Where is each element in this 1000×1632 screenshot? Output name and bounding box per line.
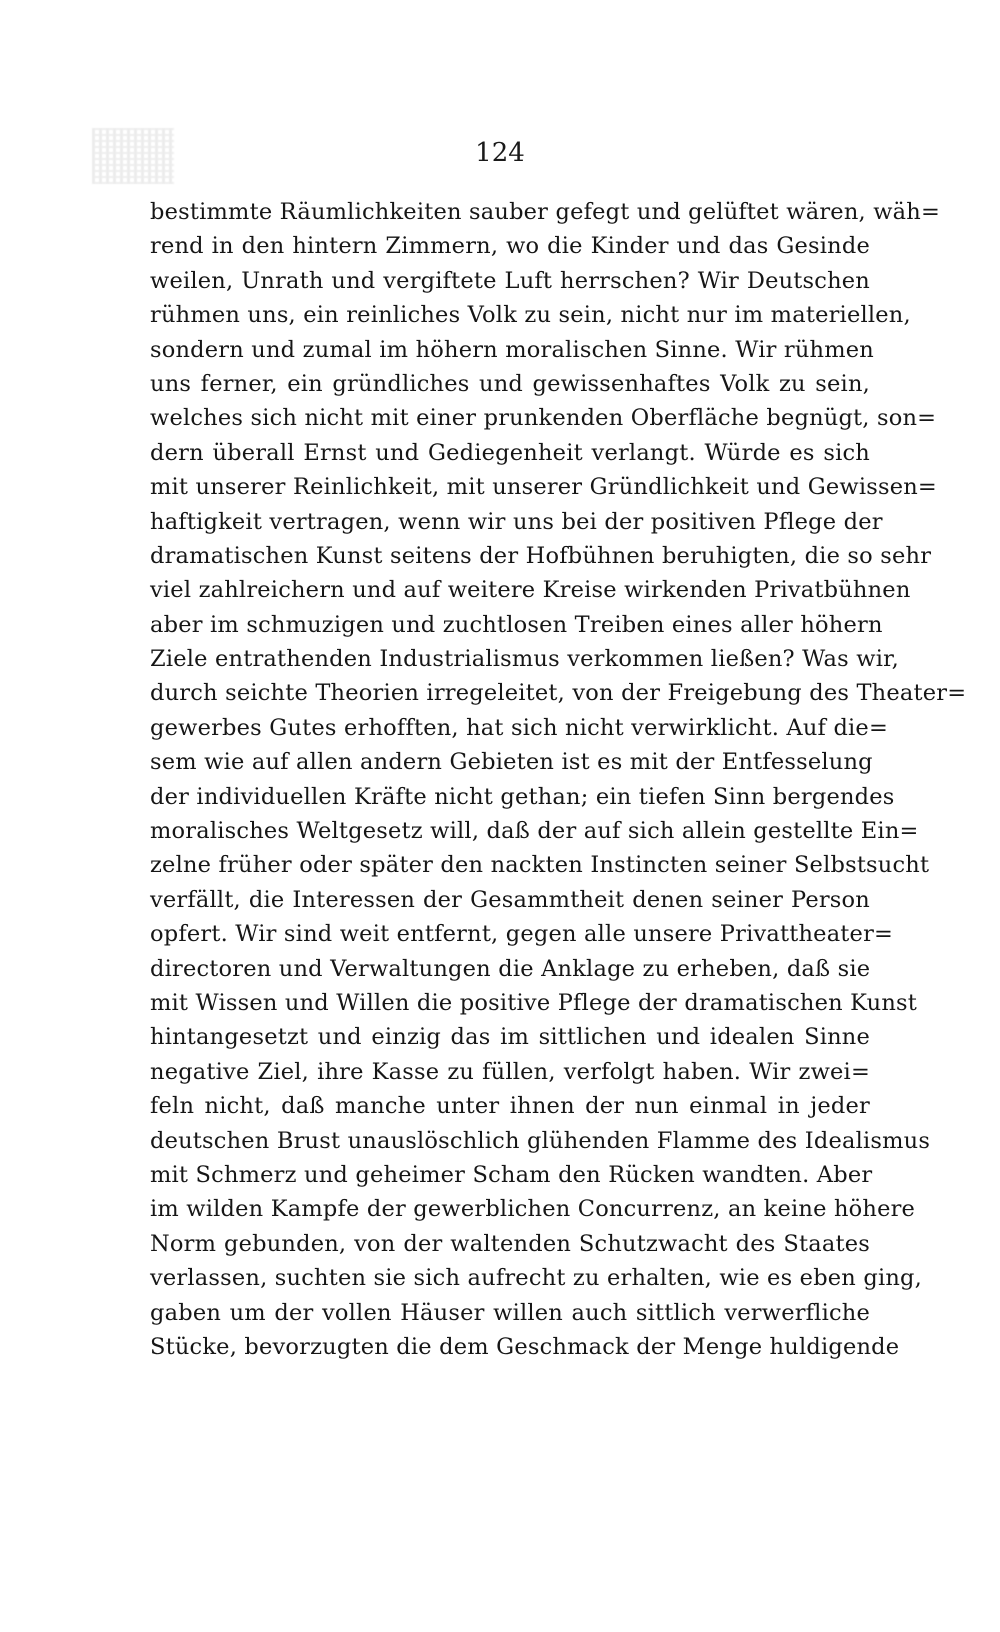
text-line: haftigkeit vertragen, wenn wir uns bei der positiven Pflege der: [150, 508, 883, 535]
text-line: feln nicht, daß manche unter ihnen der nun einmal in jeder: [150, 1093, 870, 1120]
text-line: mit Wissen und Willen die positive Pflege der dramatischen Kunst: [150, 989, 918, 1016]
text-line: sondern und zumal im höhern moralischen Sinne. Wir rühmen: [150, 336, 874, 363]
text-line: Norm gebunden, von der waltenden Schutzwacht des Staates: [150, 1230, 870, 1257]
text-line: gaben um der vollen Häuser willen auch sittlich verwerfliche: [150, 1299, 870, 1326]
text-line: gewerbes Gutes erhofften, hat sich nicht verwirklicht. Auf die=: [150, 714, 889, 741]
text-line: bestimmte Räumlichkeiten sauber gefegt und gelüftet wären, wäh=: [150, 199, 941, 225]
text-line: uns ferner, ein gründliches und gewissenhaftes Volk zu sein,: [150, 370, 870, 397]
text-line: dramatischen Kunst seitens der Hofbühnen beruhigten, die so sehr: [150, 542, 932, 569]
text-line: rend in den hintern Zimmern, wo die Kinder und das Gesinde: [150, 233, 870, 260]
body-text: [150, 195, 967, 1364]
text-line: aber im schmuzigen und zuchtlosen Treiben eines aller höhern: [150, 611, 883, 638]
text-line: weilen, Unrath und vergiftete Luft herrschen? Wir Deutschen: [150, 267, 870, 294]
text-line: verlassen, suchten sie sich aufrecht zu erhalten, wie es eben ging,: [150, 1265, 922, 1292]
text-line: zelne früher oder später den nackten Instincten seiner Selbstsucht: [150, 852, 930, 879]
page-number: 124: [475, 138, 525, 168]
text-line: rühmen uns, ein reinliches Volk zu sein, nicht nur im materiellen,: [150, 302, 911, 329]
text-line: deutschen Brust unauslöschlich glühenden Flamme des Idealismus: [150, 1127, 931, 1154]
text-line: sem wie auf allen andern Gebieten ist es mit der Entfesselung: [150, 749, 873, 776]
text-line: Stücke, bevorzugten die dem Geschmack der Menge huldigende: [150, 1333, 900, 1360]
text-line: hintangesetzt und einzig das im sittlichen und idealen Sinne: [150, 1024, 870, 1051]
text-line: negative Ziel, ihre Kasse zu füllen, verfolgt haben. Wir zwei=: [150, 1058, 870, 1085]
text-line: durch seichte Theorien irregeleitet, von der Freigebung des Theater=: [150, 680, 967, 707]
text-line: Ziele entrathenden Industrialismus verkommen ließen? Was wir,: [150, 646, 899, 673]
text-line: viel zahlreichern und auf weitere Kreise wirkenden Privatbühnen: [150, 577, 911, 604]
text-line: dern überall Ernst und Gediegenheit verlangt. Würde es sich: [150, 439, 870, 466]
text-line: verfällt, die Interessen der Gesammtheit denen seiner Person: [150, 886, 870, 913]
text-line: welches sich nicht mit einer prunkenden Oberfläche begnügt, son=: [150, 405, 937, 432]
text-line: mit Schmerz und geheimer Scham den Rücken wandten. Aber: [150, 1161, 873, 1188]
text-line: der individuellen Kräfte nicht gethan; ein tiefen Sinn bergendes: [150, 783, 895, 810]
text-line: mit unserer Reinlichkeit, mit unserer Gründlichkeit und Gewissen=: [150, 474, 937, 501]
text-line: moralisches Weltgesetz will, daß der auf sich allein gestellte Ein=: [150, 818, 919, 845]
text-line: opfert. Wir sind weit entfernt, gegen alle unsere Privattheater=: [150, 921, 894, 948]
text-line: im wilden Kampfe der gewerblichen Concurrenz, an keine höhere: [150, 1196, 916, 1223]
text-line: directoren und Verwaltungen die Anklage zu erheben, daß sie: [150, 955, 871, 982]
